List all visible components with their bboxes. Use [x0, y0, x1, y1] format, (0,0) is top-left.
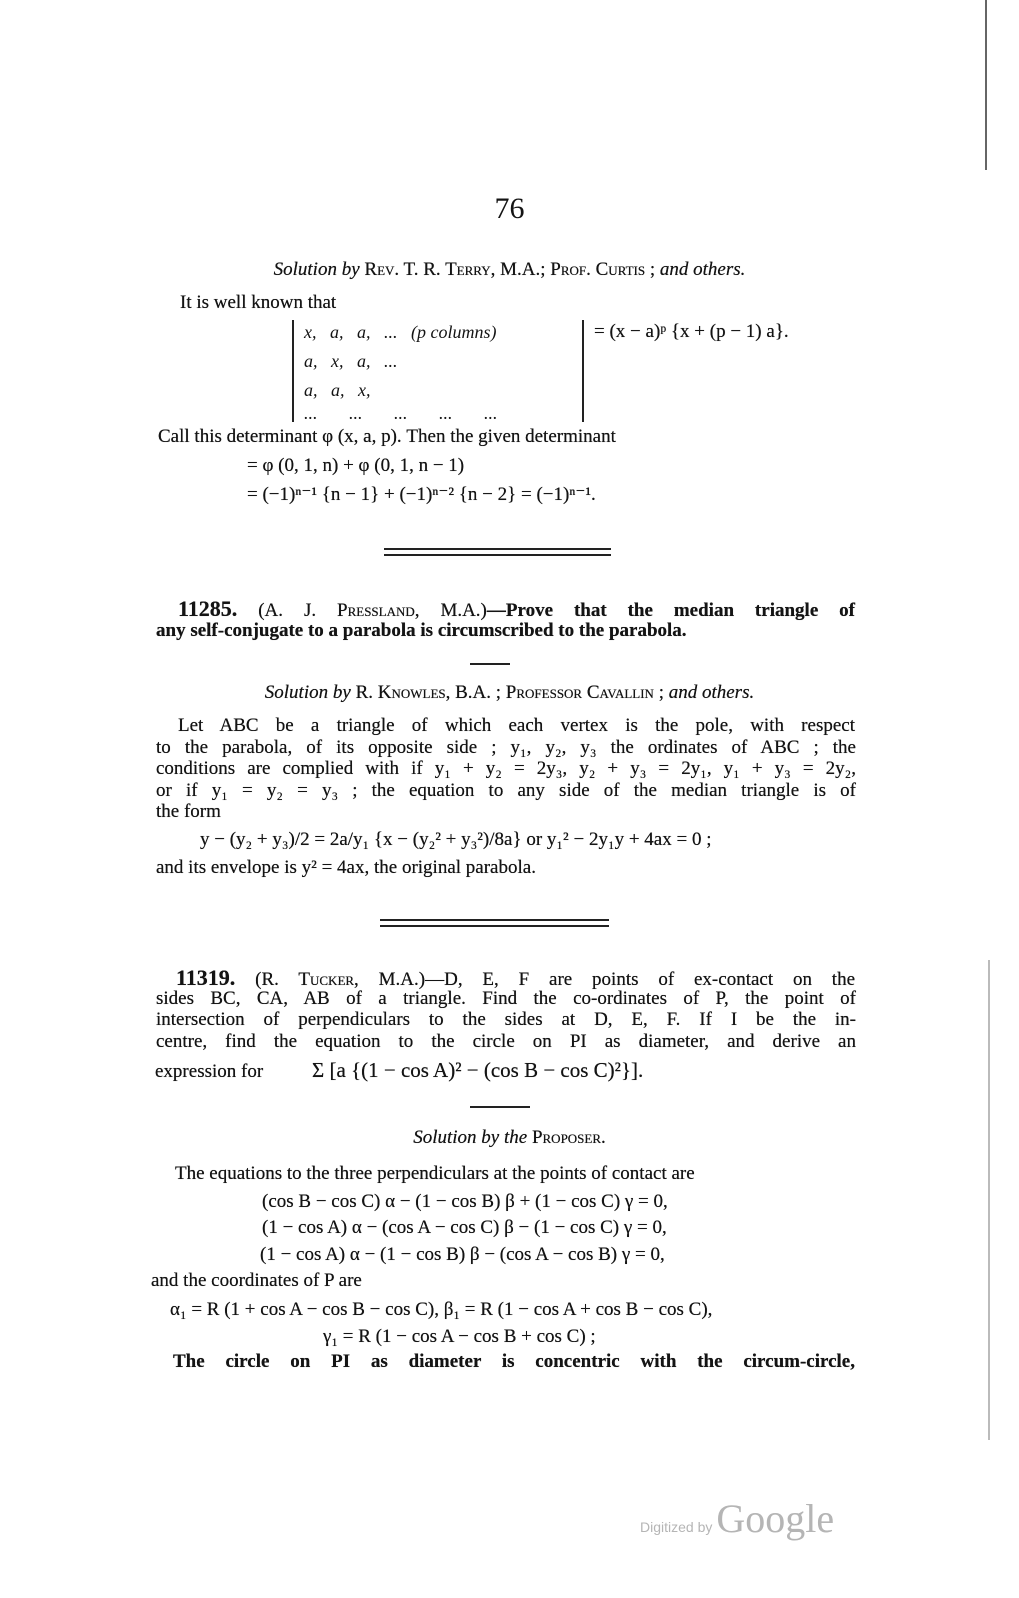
watermark-prefix: Digitized by — [640, 1519, 713, 1535]
solution-authors: Rev. T. R. Terry, M.A.; Prof. Curtis ; — [364, 259, 656, 280]
equation-1: = φ (0, 1, n) + φ (0, 1, n − 1) — [247, 455, 465, 476]
coords-intro: and the coordinates of P are — [151, 1270, 362, 1291]
question-line: intersection of perpendiculars to the sides at D, E, F. If I be the in- — [156, 1009, 856, 1030]
solution-authors: R. Knowles, B.A. ; Professor Cavallin ; — [355, 682, 664, 703]
determinant-row: a, a, x, — [304, 380, 371, 400]
question-11285-line-1 — [178, 598, 855, 622]
solution-suffix: and others. — [659, 259, 746, 280]
determinant-row: a, x, a, ... — [304, 351, 398, 371]
determinant-result: = (x − a)ᵖ {x + (p − 1) a}. — [594, 321, 789, 342]
paragraph-line: to the parabola, of its opposite side ; y₁, y₂, y₃ the ordinates of ABC ; the — [156, 737, 856, 758]
determinant-left-bar — [292, 320, 294, 422]
question-text: —D, E, F are points of ex-contact on the — [425, 969, 856, 990]
call-line: Call this determinant φ (x, a, p). Then the given determinant — [158, 426, 616, 447]
solution-prefix: Solution by — [273, 259, 360, 280]
watermark-brand: Google — [716, 1496, 835, 1541]
solution-prefix: Solution by the — [413, 1127, 528, 1148]
intro-text: It is well known that — [180, 292, 337, 313]
solution-byline-3 — [0, 1127, 1019, 1149]
coords-line-2: γ₁ = R (1 − cos A − cos B + cos C) ; — [323, 1326, 596, 1347]
double-rule — [384, 548, 611, 550]
paragraph-line: or if y₁ = y₂ = y₃ ; the equation to any side of the median triangle is of — [156, 780, 856, 801]
question-proposer: (A. J. Pressland, M.A.) — [258, 600, 487, 621]
solution-suffix: and others. — [668, 682, 755, 703]
short-rule — [470, 663, 510, 665]
scan-edge — [988, 960, 990, 1440]
question-11285-line-2: any self-conjugate to a parabola is circumscribed to the parabola. — [156, 620, 687, 641]
double-rule — [384, 554, 611, 556]
question-number: 11319. — [176, 965, 236, 990]
equations-intro: The equations to the three perpendiculars at the points of contact are — [175, 1163, 695, 1184]
equation: (1 − cos A) α − (1 − cos B) β − (cos A − cos B) γ = 0, — [260, 1244, 665, 1265]
question-line: centre, find the equation to the circle on PI as diameter, and derive an — [156, 1031, 856, 1052]
expression-label: expression for — [155, 1061, 264, 1082]
expression: Σ [a {(1 − cos A)² − (cos B − cos C)²}]. — [312, 1058, 644, 1082]
question-proposer: (R. Tucker, M.A.) — [255, 969, 426, 990]
double-rule — [380, 925, 609, 927]
envelope-line: and its envelope is y² = 4ax, the original parabola. — [156, 857, 536, 878]
equation: (cos B − cos C) α − (1 − cos B) β + (1 − cos C) γ = 0, — [262, 1191, 668, 1212]
determinant-row: x, a, a, ... (p columns) — [304, 322, 497, 342]
question-number: 11285. — [178, 596, 238, 621]
determinant-row: ... ... ... ... ... — [304, 403, 498, 423]
question-line: sides BC, CA, AB of a triangle. Find the co-ordinates of P, the point of — [156, 988, 856, 1009]
equation: (1 − cos A) α − (cos A − cos C) β − (1 − cos C) γ = 0, — [262, 1217, 667, 1238]
solution-byline-1 — [0, 259, 1019, 281]
page-number: 76 — [494, 192, 525, 225]
paragraph-line: conditions are complied with if y₁ + y₂ = 2y₃, y₂ + y₃ = 2y₁, y₁ + y₃ = 2y₂, — [156, 758, 856, 779]
short-rule — [470, 1106, 530, 1108]
scan-edge — [985, 0, 987, 170]
solution-prefix: Solution by — [264, 682, 351, 703]
determinant-right-bar — [582, 320, 584, 422]
coords-line-1: α₁ = R (1 + cos A − cos B − cos C), β₁ = R (1 − cos A + cos B − cos C), — [170, 1299, 713, 1320]
paragraph-line: the form — [156, 801, 221, 822]
solution-author: Proposer. — [531, 1127, 606, 1148]
double-rule — [380, 919, 609, 921]
equation-2: = (−1)ⁿ⁻¹ {n − 1} + (−1)ⁿ⁻² {n − 2} = (−1)ⁿ⁻¹. — [247, 484, 596, 505]
digitized-by-google-watermark — [640, 1495, 834, 1542]
question-text: —Prove that the median triangle of — [486, 600, 856, 621]
solution-byline-2 — [0, 682, 1019, 704]
formula: y − (y₂ + y₃)/2 = 2a/y₁ {x − (y₂² + y₃²)/8a} or y₁² − 2y₁y + 4ax = 0 ; — [200, 829, 712, 850]
paragraph-line: Let ABC be a triangle of which each vertex is the pole, with respect — [178, 715, 855, 736]
last-line: The circle on PI as diameter is concentric with the circum-circle, — [173, 1351, 855, 1372]
